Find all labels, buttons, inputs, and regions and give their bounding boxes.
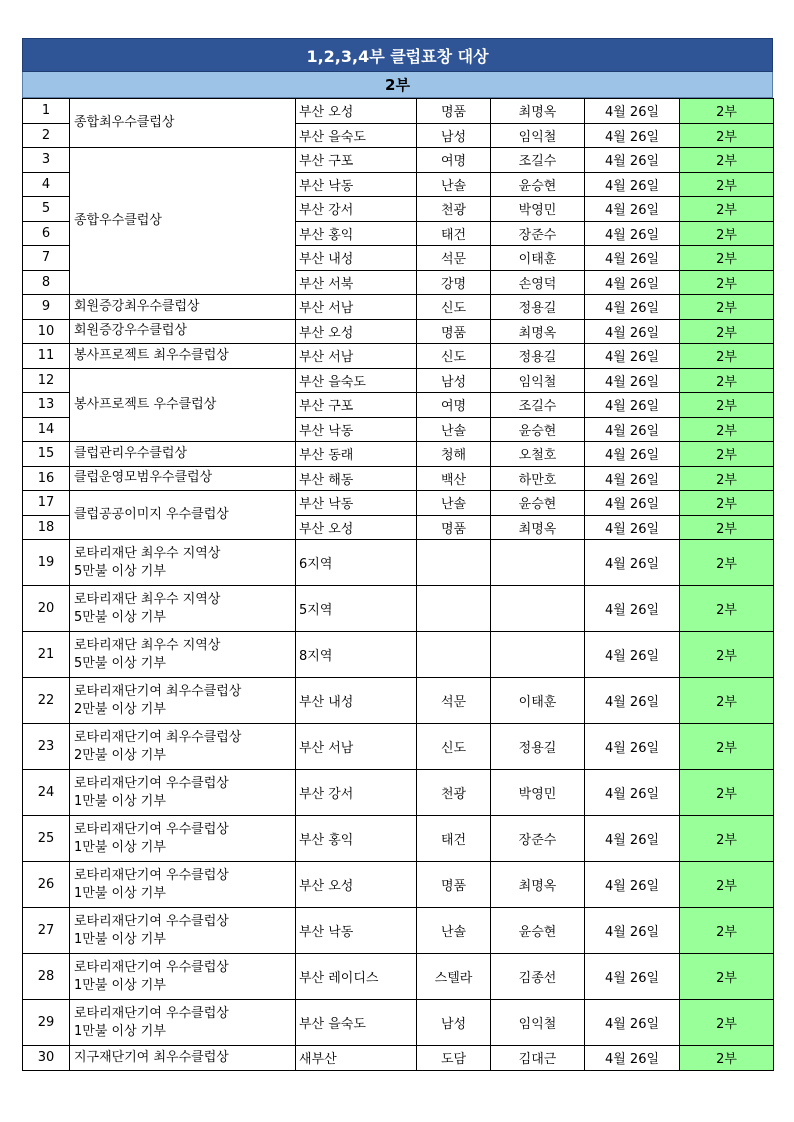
award-name [70,344,296,369]
award-title: 로타리재단기여 우수클럽상 [74,959,229,975]
award-date: 4월 26일 [585,770,680,816]
row-number: 2 [23,123,70,148]
row-number: 28 [23,954,70,1000]
president-name: 윤승현 [491,908,585,954]
award-title: 클럽관리우수클럽상 [74,445,188,461]
club-nickname: 도담 [417,1046,491,1071]
row-number: 26 [23,862,70,908]
row-number: 18 [23,515,70,540]
president-name: 김종선 [491,954,585,1000]
president-name: 장준수 [491,221,585,246]
division-cell: 2부 [680,632,774,678]
award-date: 4월 26일 [585,99,680,124]
award-name [70,770,296,816]
club-nickname: 남성 [417,368,491,393]
row-number: 7 [23,246,70,271]
award-date: 4월 26일 [585,148,680,173]
award-condition: 1만불 이상 기부 [74,793,166,809]
award-date: 4월 26일 [585,540,680,586]
president-name: 이태훈 [491,678,585,724]
club-nickname: 명품 [417,99,491,124]
club-name: 부산 서남 [296,295,417,320]
club-name: 부산 구포 [296,148,417,173]
table-row [23,319,774,344]
award-title: 클럽공공이미지 우수클럽상 [74,507,229,522]
row-number: 4 [23,172,70,197]
club-nickname: 난솔 [417,172,491,197]
club-name: 부산 서북 [296,270,417,295]
club-name: 부산 강서 [296,197,417,222]
division-cell: 2부 [680,270,774,295]
award-date: 4월 26일 [585,586,680,632]
row-number: 25 [23,816,70,862]
club-name: 부산 오성 [296,99,417,124]
club-name: 부산 을숙도 [296,123,417,148]
sheet-title: 1,2,3,4부 클럽표창 대상 [22,38,773,72]
club-name: 부산 내성 [296,678,417,724]
club-nickname: 백산 [417,466,491,491]
president-name: 윤승현 [491,491,585,516]
president-name [491,586,585,632]
club-name: 부산 낙동 [296,491,417,516]
division-cell: 2부 [680,678,774,724]
row-number: 8 [23,270,70,295]
division-cell: 2부 [680,319,774,344]
row-number: 9 [23,295,70,320]
award-table-body [23,99,774,1071]
president-name: 윤승현 [491,172,585,197]
division-cell: 2부 [680,417,774,442]
award-condition: 5만불 이상 기부 [74,609,166,625]
club-nickname [417,632,491,678]
award-name [70,632,296,678]
row-number: 23 [23,724,70,770]
row-number: 17 [23,491,70,516]
division-cell: 2부 [680,368,774,393]
award-date: 4월 26일 [585,678,680,724]
row-number: 1 [23,99,70,124]
club-name: 부산 낙동 [296,172,417,197]
row-number: 27 [23,908,70,954]
club-nickname: 청해 [417,442,491,467]
table-row [23,770,774,816]
award-date: 4월 26일 [585,344,680,369]
award-date: 4월 26일 [585,246,680,271]
table-row [23,862,774,908]
president-name: 윤승현 [491,417,585,442]
award-name [70,908,296,954]
club-name: 부산 구포 [296,393,417,418]
award-condition: 5만불 이상 기부 [74,655,166,671]
award-title: 로타리재단 최우수 지역상 [74,637,221,653]
club-nickname: 석문 [417,678,491,724]
award-name [70,862,296,908]
award-name [70,1046,296,1071]
president-name: 조길수 [491,393,585,418]
president-name: 손영덕 [491,270,585,295]
award-date: 4월 26일 [585,221,680,246]
division-header: 2부 [22,72,773,98]
division-cell: 2부 [680,862,774,908]
division-cell: 2부 [680,442,774,467]
row-number: 29 [23,1000,70,1046]
division-cell: 2부 [680,221,774,246]
division-cell: 2부 [680,123,774,148]
club-nickname: 명품 [417,515,491,540]
award-date: 4월 26일 [585,908,680,954]
table-row [23,442,774,467]
table-row [23,908,774,954]
club-name: 8지역 [296,632,417,678]
club-name: 부산 오성 [296,319,417,344]
club-nickname: 강명 [417,270,491,295]
division-cell: 2부 [680,393,774,418]
president-name: 박영민 [491,770,585,816]
club-name: 부산 오성 [296,515,417,540]
table-row [23,632,774,678]
award-name [70,491,296,540]
club-nickname: 신도 [417,724,491,770]
award-date: 4월 26일 [585,417,680,442]
table-row [23,148,774,173]
award-title: 종합우수클럽상 [74,213,162,228]
award-title: 로타리재단기여 우수클럽상 [74,775,229,791]
row-number: 12 [23,368,70,393]
row-number: 20 [23,586,70,632]
award-title: 로타리재단 최우수 지역상 [74,545,221,561]
award-date: 4월 26일 [585,491,680,516]
award-title: 봉사프로젝트 최우수클럽상 [74,347,229,363]
club-nickname: 남성 [417,1000,491,1046]
club-nickname: 태건 [417,816,491,862]
club-name: 5지역 [296,586,417,632]
award-date: 4월 26일 [585,1046,680,1071]
award-date: 4월 26일 [585,295,680,320]
president-name: 박영민 [491,197,585,222]
division-cell: 2부 [680,295,774,320]
president-name: 정용길 [491,344,585,369]
club-name: 부산 서남 [296,344,417,369]
division-cell: 2부 [680,908,774,954]
club-nickname: 남성 [417,123,491,148]
table-row [23,724,774,770]
table-row [23,1000,774,1046]
president-name: 임익철 [491,1000,585,1046]
division-cell: 2부 [680,954,774,1000]
president-name: 최명옥 [491,99,585,124]
club-name: 부산 낙동 [296,417,417,442]
president-name: 조길수 [491,148,585,173]
award-name [70,466,296,491]
award-date: 4월 26일 [585,172,680,197]
club-nickname: 난솔 [417,908,491,954]
president-name: 장준수 [491,816,585,862]
award-name [70,540,296,586]
table-row [23,816,774,862]
club-nickname: 천광 [417,770,491,816]
division-cell: 2부 [680,172,774,197]
award-name [70,954,296,1000]
club-name: 부산 홍익 [296,816,417,862]
division-cell: 2부 [680,344,774,369]
row-number: 16 [23,466,70,491]
award-condition: 1만불 이상 기부 [74,931,166,947]
division-cell: 2부 [680,1000,774,1046]
division-cell: 2부 [680,1046,774,1071]
president-name: 이태훈 [491,246,585,271]
club-nickname: 난솔 [417,491,491,516]
club-nickname [417,586,491,632]
club-name: 부산 내성 [296,246,417,271]
award-title: 회원증강우수클럽상 [74,323,188,339]
division-cell: 2부 [680,816,774,862]
row-number: 3 [23,148,70,173]
club-nickname: 석문 [417,246,491,271]
row-number: 30 [23,1046,70,1071]
president-name [491,540,585,586]
award-title: 로타리재단 최우수 지역상 [74,591,221,607]
table-row [23,295,774,320]
table-row [23,678,774,724]
award-title: 로타리재단기여 우수클럽상 [74,913,229,929]
award-title: 종합최우수클럽상 [74,115,175,130]
row-number: 5 [23,197,70,222]
club-name: 부산 을숙도 [296,368,417,393]
club-nickname [417,540,491,586]
row-number: 11 [23,344,70,369]
president-name: 최명옥 [491,319,585,344]
row-number: 13 [23,393,70,418]
club-nickname: 명품 [417,862,491,908]
row-number: 14 [23,417,70,442]
club-nickname: 여명 [417,148,491,173]
award-date: 4월 26일 [585,632,680,678]
award-date: 4월 26일 [585,862,680,908]
row-number: 22 [23,678,70,724]
award-date: 4월 26일 [585,319,680,344]
club-name: 부산 홍익 [296,221,417,246]
division-cell: 2부 [680,515,774,540]
table-row [23,1046,774,1071]
award-title: 로타리재단기여 우수클럽상 [74,1005,229,1021]
award-condition: 2만불 이상 기부 [74,747,166,763]
table-row [23,368,774,393]
president-name: 오철호 [491,442,585,467]
award-date: 4월 26일 [585,123,680,148]
president-name: 김대근 [491,1046,585,1071]
award-date: 4월 26일 [585,393,680,418]
club-nickname: 명품 [417,319,491,344]
row-number: 19 [23,540,70,586]
division-cell: 2부 [680,99,774,124]
table-row [23,99,774,124]
award-name [70,586,296,632]
division-cell: 2부 [680,491,774,516]
award-condition: 5만불 이상 기부 [74,563,166,579]
award-title: 회원증강최우수클럽상 [74,298,200,314]
president-name: 하만호 [491,466,585,491]
table-row [23,491,774,516]
award-title: 클럽운영모범우수클럽상 [74,470,213,486]
award-title: 지구재단기여 최우수클럽상 [74,1049,229,1065]
division-cell: 2부 [680,148,774,173]
division-cell: 2부 [680,246,774,271]
award-name [70,99,296,148]
award-condition: 2만불 이상 기부 [74,701,166,717]
club-name: 부산 강서 [296,770,417,816]
award-condition: 1만불 이상 기부 [74,977,166,993]
club-name: 부산 을숙도 [296,1000,417,1046]
division-cell: 2부 [680,540,774,586]
division-cell: 2부 [680,586,774,632]
club-nickname: 신도 [417,295,491,320]
club-name: 부산 오성 [296,862,417,908]
table-row [23,540,774,586]
award-table [22,98,774,1071]
award-title: 로타리재단기여 우수클럽상 [74,867,229,883]
table-row [23,586,774,632]
row-number: 10 [23,319,70,344]
club-nickname: 여명 [417,393,491,418]
row-number: 6 [23,221,70,246]
award-date: 4월 26일 [585,368,680,393]
award-condition: 1만불 이상 기부 [74,1023,166,1039]
award-name [70,319,296,344]
president-name: 임익철 [491,368,585,393]
award-date: 4월 26일 [585,816,680,862]
club-name: 부산 레이디스 [296,954,417,1000]
award-name [70,148,296,295]
club-name: 부산 낙동 [296,908,417,954]
club-name: 부산 해동 [296,466,417,491]
award-condition: 1만불 이상 기부 [74,885,166,901]
award-name [70,368,296,442]
club-nickname: 스텔라 [417,954,491,1000]
president-name: 임익철 [491,123,585,148]
club-nickname: 태건 [417,221,491,246]
award-title: 로타리재단기여 최우수클럽상 [74,729,242,745]
award-name [70,1000,296,1046]
club-name: 새부산 [296,1046,417,1071]
division-cell: 2부 [680,197,774,222]
club-nickname: 천광 [417,197,491,222]
award-name [70,678,296,724]
award-title: 로타리재단기여 우수클럽상 [74,821,229,837]
division-cell: 2부 [680,724,774,770]
award-date: 4월 26일 [585,466,680,491]
award-title: 로타리재단기여 최우수클럽상 [74,683,242,699]
award-condition: 1만불 이상 기부 [74,839,166,855]
table-row [23,466,774,491]
club-nickname: 신도 [417,344,491,369]
award-date: 4월 26일 [585,442,680,467]
president-name: 최명옥 [491,515,585,540]
award-date: 4월 26일 [585,270,680,295]
award-name [70,295,296,320]
award-name [70,442,296,467]
award-date: 4월 26일 [585,1000,680,1046]
row-number: 21 [23,632,70,678]
award-date: 4월 26일 [585,515,680,540]
award-name [70,816,296,862]
row-number: 24 [23,770,70,816]
club-name: 부산 동래 [296,442,417,467]
club-name: 부산 서남 [296,724,417,770]
table-row [23,954,774,1000]
award-name [70,724,296,770]
division-cell: 2부 [680,770,774,816]
award-sheet [22,38,773,1071]
division-cell: 2부 [680,466,774,491]
president-name: 정용길 [491,724,585,770]
president-name [491,632,585,678]
award-date: 4월 26일 [585,724,680,770]
award-title: 봉사프로젝트 우수클럽상 [74,396,217,412]
club-name: 6지역 [296,540,417,586]
club-nickname: 난솔 [417,417,491,442]
table-row [23,344,774,369]
row-number: 15 [23,442,70,467]
president-name: 정용길 [491,295,585,320]
award-date: 4월 26일 [585,954,680,1000]
president-name: 최명옥 [491,862,585,908]
award-date: 4월 26일 [585,197,680,222]
